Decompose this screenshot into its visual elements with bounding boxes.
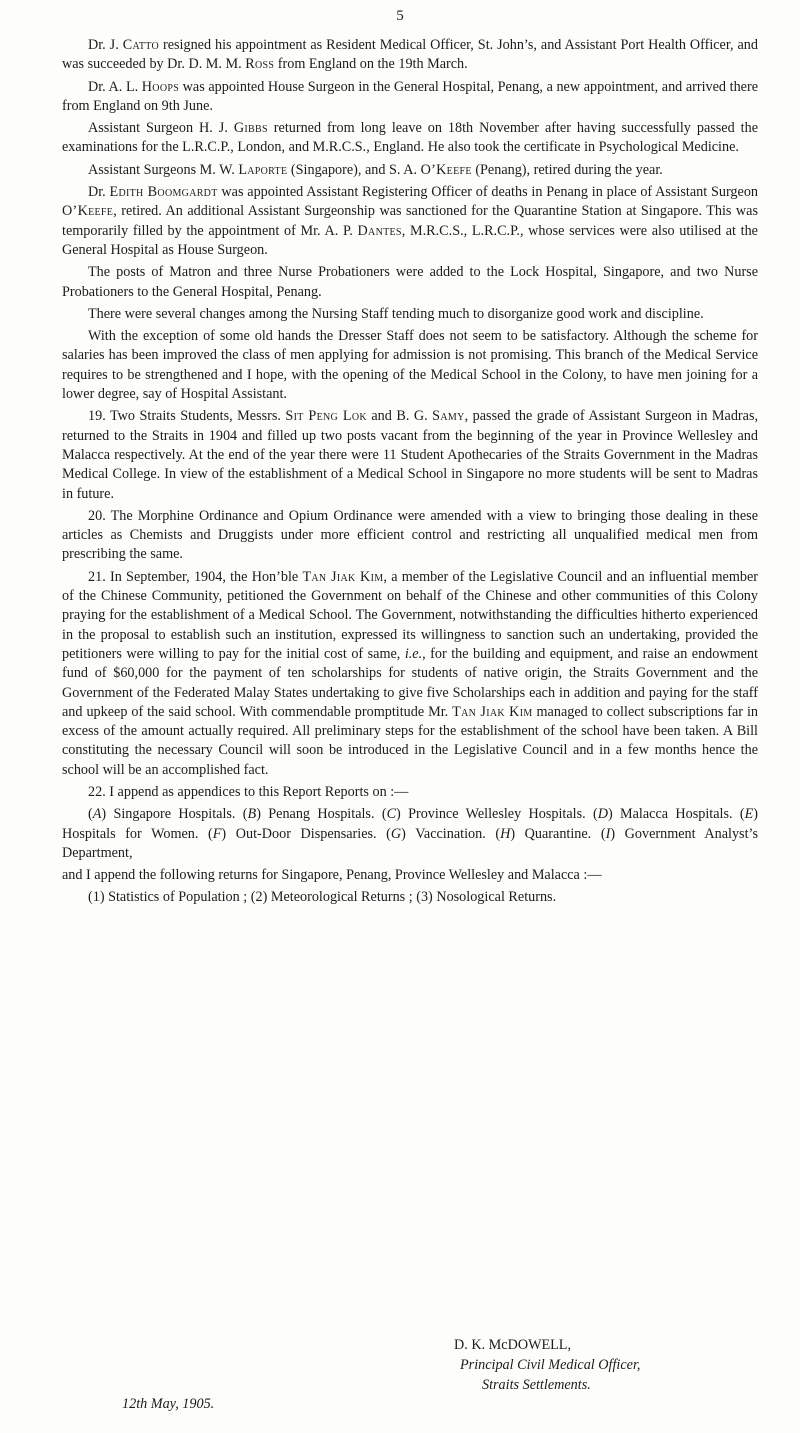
- text-run: ) Singapore Hospitals. (: [101, 806, 248, 823]
- person-name: Hoops: [141, 78, 180, 95]
- text-run: Dr. A. L.: [88, 78, 142, 95]
- text-run: , passed the grade of Assistant Surgeon in Madras, returned to the Straits in 1904 and filled up two posts vacant from the beginning of the year in Province Wellesley and Malacca respectively. At the end of the year there were 11 Student Apothecaries of the Straits Government in the Madras Medical College. In view of the establishment of a Medical School in Singapore no more students will be sent to Madras in future.: [62, 408, 759, 502]
- text-run: ) Vaccination. (: [401, 825, 501, 842]
- text-run: , for the building and equipment, and raise an endowment fund of $60,000 for the payment of ten scholarships for students of native origin, the Straits Government and the Government of the Federated Malay States undertaking to give five Scholarships each in addition and paying for the staff and upkeep of the said school. With commendable promptitude Mr.: [62, 645, 758, 720]
- person-name: Ross: [245, 56, 275, 73]
- paragraph-retirements: [62, 161, 758, 180]
- text-run: ) Government Analyst’s Department,: [62, 825, 758, 861]
- text-run: Dr.: [88, 184, 110, 201]
- text-run: ) Malacca Hospitals. (: [607, 806, 745, 823]
- text-run: managed to collect subscriptions far in excess of the amount actually required. All preliminary steps for the establishment of the school have been taken. A Bill constituting the necessary Council will soon be introduced in the Legislative Council and in a few months hence the school will be an accomplished fact.: [62, 703, 759, 778]
- text-run: 19. Two Straits Students, Messrs.: [88, 408, 286, 425]
- person-name: Edith Boomgardt: [109, 184, 218, 201]
- report-date: 12th May, 1905.: [122, 1396, 215, 1412]
- text-run: and B. G.: [366, 408, 433, 425]
- person-name: Tan Jiak Kim: [302, 568, 384, 585]
- paragraph-nursing-staff: There were several changes among the Nursing Staff tending much to disorganize good work and discipline.: [88, 305, 704, 322]
- signature-name: D. K. McDOWELL,: [454, 1337, 572, 1353]
- appendix-letter: F: [212, 825, 222, 842]
- text-run: was appointed House Surgeon in the General Hospital, Penang, a new appointment, and arrived there from England on 9th June.: [62, 78, 758, 114]
- person-name: Catto: [122, 37, 160, 53]
- person-name: Samy: [432, 408, 465, 425]
- returns-list: (1) Statistics of Population ; (2) Meteorological Returns ; (3) Nosological Returns.: [88, 889, 557, 906]
- person-name: Dantes: [357, 222, 402, 239]
- appendix-letter: G: [390, 825, 402, 842]
- appendices-list: [62, 805, 758, 863]
- text-run: ) Quarantine. (: [510, 825, 606, 842]
- appendix-letter: H: [500, 825, 511, 842]
- text-run: ) Province Wellesley Hospitals. (: [396, 806, 598, 823]
- appendix-letter: B: [247, 806, 257, 823]
- paragraph-nursing-posts: The posts of Matron and three Nurse Probationers were added to the Lock Hospital, Singapore, and two Nurse Probationers to the General Hospital, Penang.: [62, 264, 758, 300]
- text-run: 21. In September, 1904, the Hon’ble: [88, 568, 303, 585]
- text-run: returned from long leave on 18th November after having successfully passed the examinations for the L.R.C.P., London, and M.R.C.S., England. He also took the certificate in Psychological Medicine.: [62, 120, 758, 156]
- text-run: , retired. An additional Assistant Surgeonship was sanctioned for the Quarantine Station at Singapore. This was temporarily filled by the appointment of Mr. A. P.: [62, 203, 758, 239]
- person-name: O’Keefe: [420, 161, 472, 178]
- paragraph-19: [62, 407, 758, 503]
- text-run: (: [88, 806, 93, 823]
- paragraph-gibbs: [62, 119, 758, 158]
- signature-block: [454, 1335, 774, 1395]
- text-run: ) Hospitals for Women. (: [62, 806, 759, 842]
- person-name: O’Keefe: [62, 203, 114, 220]
- paragraph-20: 20. The Morphine Ordinance and Opium Ordinance were amended with a view to bringing those dealing in these articles as Chemists and Druggists under more efficient control and restricting all unqualified medical men from prescribing the same.: [62, 507, 758, 563]
- paragraph-catto: [62, 36, 758, 75]
- text-run: Assistant Surgeons M. W.: [88, 161, 239, 178]
- person-name: Laporte: [238, 161, 288, 178]
- text-run: was appointed Assistant Registering Officer of deaths in Penang in place of Assistant Surgeon: [217, 184, 759, 201]
- paragraph-dresser-staff: With the exception of some old hands the Dresser Staff does not seem to be satisfactory. Although the scheme for salaries has been improved the class of men applying for admission is not promising. This branch of the Medical Service requires to be strengthened and I hope, with the opening of the Medical School in the Colony, to have men joining for a lower degree, say of Hospital Assistant.: [62, 328, 758, 403]
- text-run: Dr. J.: [88, 37, 123, 53]
- text-run: from England on the 19th March.: [274, 56, 468, 73]
- text-run: resigned his appointment as Resident Medical Officer, St. John’s, and Assistant Port Health Officer, and was succeeded by Dr. D. M. M.: [62, 37, 758, 73]
- person-name: Tan Jiak Kim: [452, 703, 533, 720]
- paragraph-boomgardt: [62, 183, 758, 260]
- person-name: Sit Peng Lok: [285, 408, 367, 425]
- text-run: ) Out-Door Dispensaries. (: [221, 825, 391, 842]
- appendix-letter: I: [605, 825, 611, 842]
- paragraph-22: 22. I append as appendices to this Report Reports on :—: [88, 783, 409, 800]
- report-body: [62, 36, 758, 911]
- returns-intro: and I append the following returns for Singapore, Penang, Province Wellesley and Malacca :—: [62, 867, 602, 884]
- paragraph-21: [62, 568, 758, 780]
- appendix-letter: C: [386, 806, 397, 823]
- page-number: 5: [396, 8, 404, 24]
- signature-title: Principal Civil Medical Officer,: [460, 1357, 641, 1373]
- signature-place: Straits Settlements.: [482, 1377, 591, 1393]
- paragraph-hoops: [62, 78, 758, 117]
- text-run: (Penang), retired during the year.: [471, 161, 663, 178]
- text-run: , M.R.C.S., L.R.C.P., whose services were also utilised at the General Hospital as House Surgeon.: [62, 222, 758, 258]
- appendix-letter: E: [744, 806, 754, 823]
- text-run: ) Penang Hospitals. (: [256, 806, 387, 823]
- text-run: Assistant Surgeon H. J.: [88, 120, 234, 137]
- text-run: , a member of the Legislative Council and an influential member of the Chinese Community, petitioned the Government on behalf of the Chinese and other communities of this Colony praying for the establishment of a Medical School. The Government, notwithstanding the difficulties hitherto experienced in the proposal to establish such an institution, expressed its willingness to sanction such an undertaking, provided the petitioners were willing to pay for the initial cost of same,: [62, 568, 758, 662]
- person-name: Gibbs: [233, 120, 268, 137]
- ie-abbreviation: i.e.: [404, 645, 423, 662]
- appendix-letter: A: [92, 806, 102, 823]
- appendix-letter: D: [597, 806, 608, 823]
- text-run: (Singapore), and S. A.: [287, 161, 421, 178]
